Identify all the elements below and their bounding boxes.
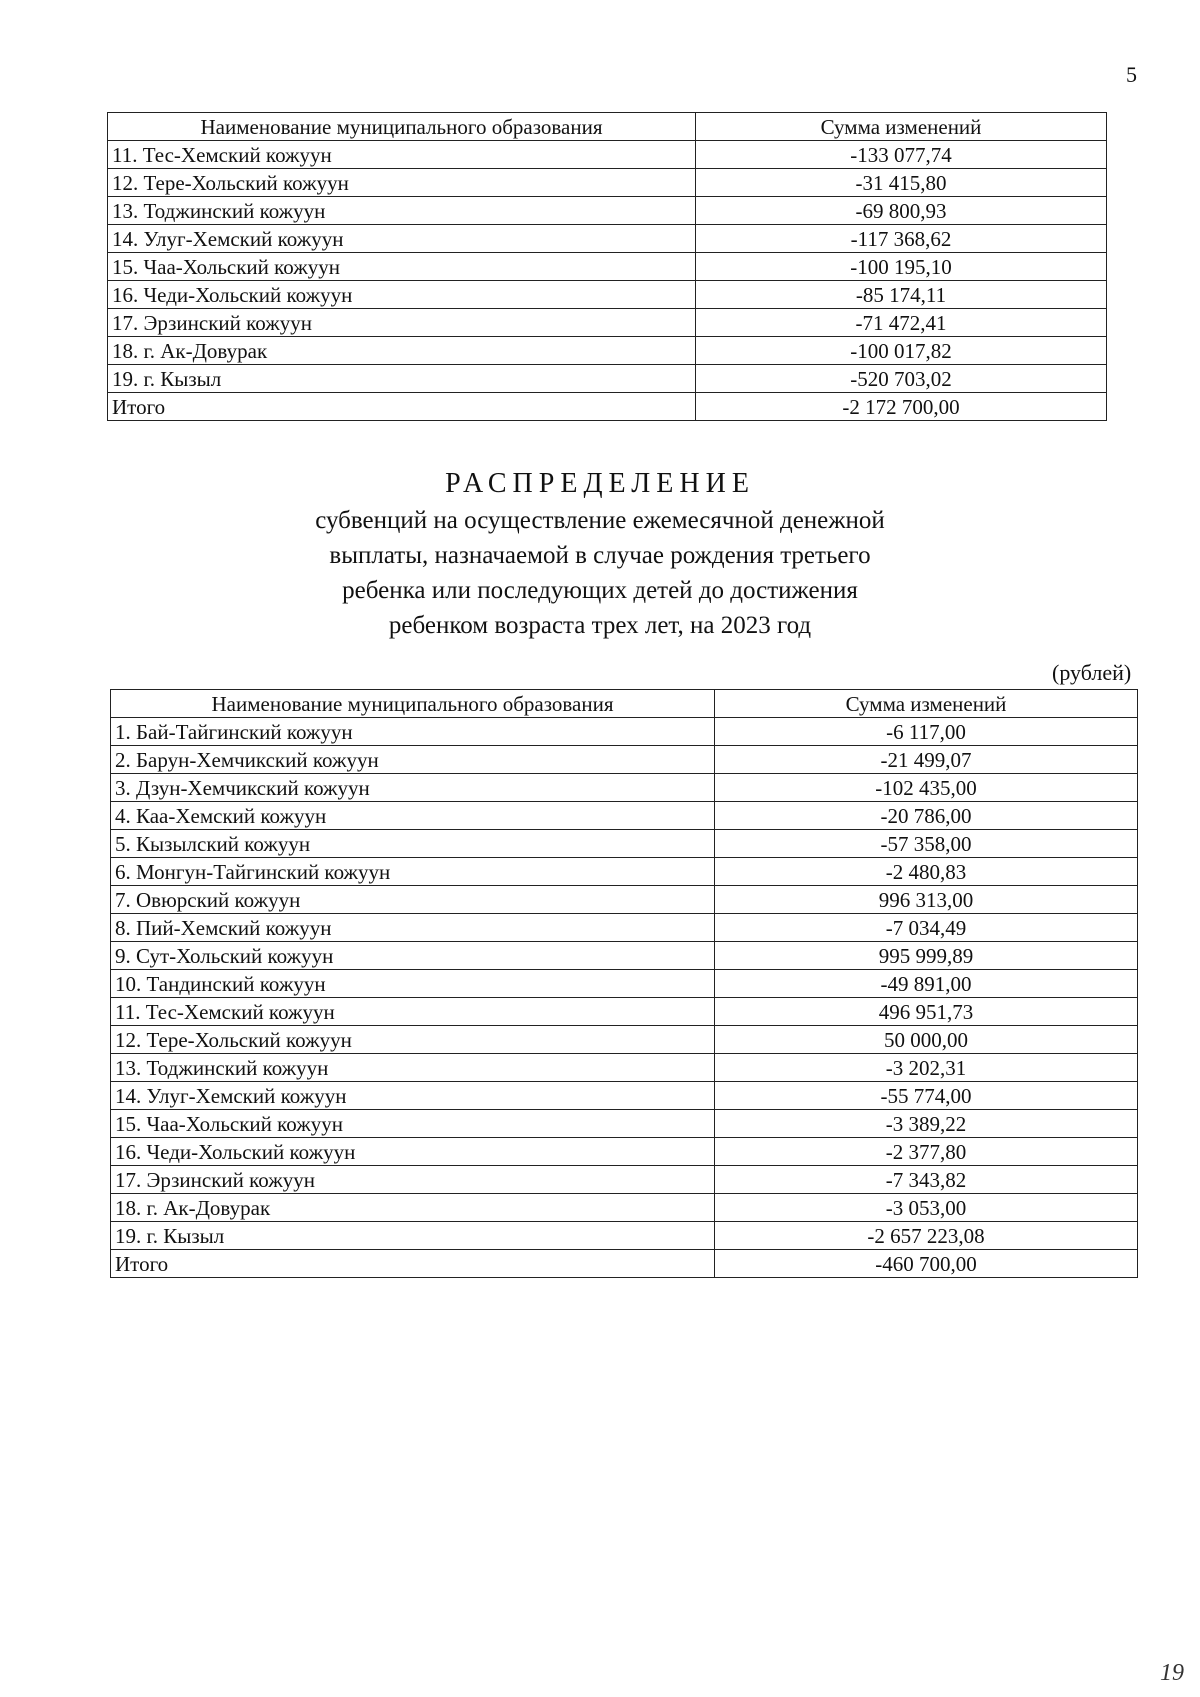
table-row [111,914,1138,942]
table-row [108,225,1107,253]
municipality-name: 13. Тоджинский кожуун [108,197,696,225]
municipality-name: 15. Чаа-Хольский кожуун [108,253,696,281]
table-header-row [108,113,1107,141]
total-amount: -2 172 700,00 [696,393,1107,421]
amount-value: -2 480,83 [715,858,1138,886]
total-label: Итого [111,1250,715,1278]
table-row [111,1138,1138,1166]
municipality-name: 16. Чеди-Хольский кожуун [111,1138,715,1166]
municipality-name: 1. Бай-Тайгинский кожуун [111,718,715,746]
municipality-name: 10. Тандинский кожуун [111,970,715,998]
table-row [108,169,1107,197]
amount-value: 996 313,00 [715,886,1138,914]
municipality-name: 17. Эрзинский кожуун [108,309,696,337]
allocation-table-2 [110,689,1138,1278]
municipality-name: 17. Эрзинский кожуун [111,1166,715,1194]
amount-value: 995 999,89 [715,942,1138,970]
municipality-name: 11. Тес-Хемский кожуун [111,998,715,1026]
amount-value: -3 053,00 [715,1194,1138,1222]
amount-value: -117 368,62 [696,225,1107,253]
municipality-name: 14. Улуг-Хемский кожуун [108,225,696,253]
column-header-municipality: Наименование муниципального образования [108,113,696,141]
table-row [108,197,1107,225]
table-row [111,998,1138,1026]
municipality-name: 18. г. Ак-Довурак [111,1194,715,1222]
table-row [108,281,1107,309]
municipality-name: 11. Тес-Хемский кожуун [108,141,696,169]
amount-value: -6 117,00 [715,718,1138,746]
municipality-name: 19. г. Кызыл [108,365,696,393]
municipality-name: 2. Барун-Хемчикский кожуун [111,746,715,774]
amount-value: -100 195,10 [696,253,1107,281]
page-number: 5 [1126,62,1137,87]
table-row [111,718,1138,746]
municipality-name: 18. г. Ак-Довурак [108,337,696,365]
table-row [111,1166,1138,1194]
table-row [111,774,1138,802]
table-row [111,830,1138,858]
subtitle-line: ребенка или последующих детей до достижения [342,577,858,604]
municipality-name: 16. Чеди-Хольский кожуун [108,281,696,309]
amount-value: -55 774,00 [715,1082,1138,1110]
table-row [108,253,1107,281]
table-row [108,365,1107,393]
amount-value: -20 786,00 [715,802,1138,830]
table-row [111,1194,1138,1222]
municipality-name: 9. Сут-Хольский кожуун [111,942,715,970]
total-amount: -460 700,00 [715,1250,1138,1278]
amount-value: -2 657 223,08 [715,1222,1138,1250]
municipality-name: 15. Чаа-Хольский кожуун [111,1110,715,1138]
column-header-amount: Сумма изменений [715,690,1138,718]
amount-value: -69 800,93 [696,197,1107,225]
amount-value: -7 343,82 [715,1166,1138,1194]
table-row [111,858,1138,886]
subtitle-line: ребенком возраста трех лет, на 2023 год [388,612,812,639]
amount-value: -85 174,11 [696,281,1107,309]
table-row [111,746,1138,774]
table-header-row [111,690,1138,718]
amount-value: -21 499,07 [715,746,1138,774]
section-title: РАСПРЕДЕЛЕНИЕ [445,468,755,499]
allocation-table-1 [107,112,1107,421]
amount-value: -31 415,80 [696,169,1107,197]
subtitle-line: субвенций на осуществление ежемесячной денежной [315,507,885,534]
amount-value: -102 435,00 [715,774,1138,802]
municipality-name: 3. Дзун-Хемчикский кожуун [111,774,715,802]
municipality-name: 19. г. Кызыл [111,1222,715,1250]
table-row [108,309,1107,337]
amount-value: -133 077,74 [696,141,1107,169]
municipality-name: 7. Овюрский кожуун [111,886,715,914]
table-row [111,802,1138,830]
table-row [111,970,1138,998]
amount-value: -7 034,49 [715,914,1138,942]
table-row [108,337,1107,365]
municipality-name: 4. Каа-Хемский кожуун [111,802,715,830]
column-header-municipality: Наименование муниципального образования [111,690,715,718]
table-row [111,1054,1138,1082]
amount-value: -3 202,31 [715,1054,1138,1082]
municipality-name: 14. Улуг-Хемский кожуун [111,1082,715,1110]
amount-value: -520 703,02 [696,365,1107,393]
table-row [111,1222,1138,1250]
units-label: (рублей) [1052,660,1132,685]
municipality-name: 6. Монгун-Тайгинский кожуун [111,858,715,886]
municipality-name: 13. Тоджинский кожуун [111,1054,715,1082]
subtitle-line: выплаты, назначаемой в случае рождения третьего [329,542,871,569]
municipality-name: 5. Кызылский кожуун [111,830,715,858]
table-row [111,1026,1138,1054]
amount-value: 50 000,00 [715,1026,1138,1054]
handwritten-page-mark: 19 [1160,1660,1184,1686]
table-row [111,942,1138,970]
column-header-amount: Сумма изменений [696,113,1107,141]
table-row [111,1082,1138,1110]
table-row [111,1110,1138,1138]
total-row [108,393,1107,421]
amount-value: -71 472,41 [696,309,1107,337]
section-subtitle [0,503,1200,643]
amount-value: -2 377,80 [715,1138,1138,1166]
amount-value: -3 389,22 [715,1110,1138,1138]
table-row [111,886,1138,914]
amount-value: -49 891,00 [715,970,1138,998]
municipality-name: 8. Пий-Хемский кожуун [111,914,715,942]
amount-value: -100 017,82 [696,337,1107,365]
table-body [111,718,1138,1278]
amount-value: -57 358,00 [715,830,1138,858]
table-row [108,141,1107,169]
amount-value: 496 951,73 [715,998,1138,1026]
municipality-name: 12. Тере-Хольский кожуун [108,169,696,197]
table-body [108,141,1107,421]
municipality-name: 12. Тере-Хольский кожуун [111,1026,715,1054]
total-row [111,1250,1138,1278]
total-label: Итого [108,393,696,421]
